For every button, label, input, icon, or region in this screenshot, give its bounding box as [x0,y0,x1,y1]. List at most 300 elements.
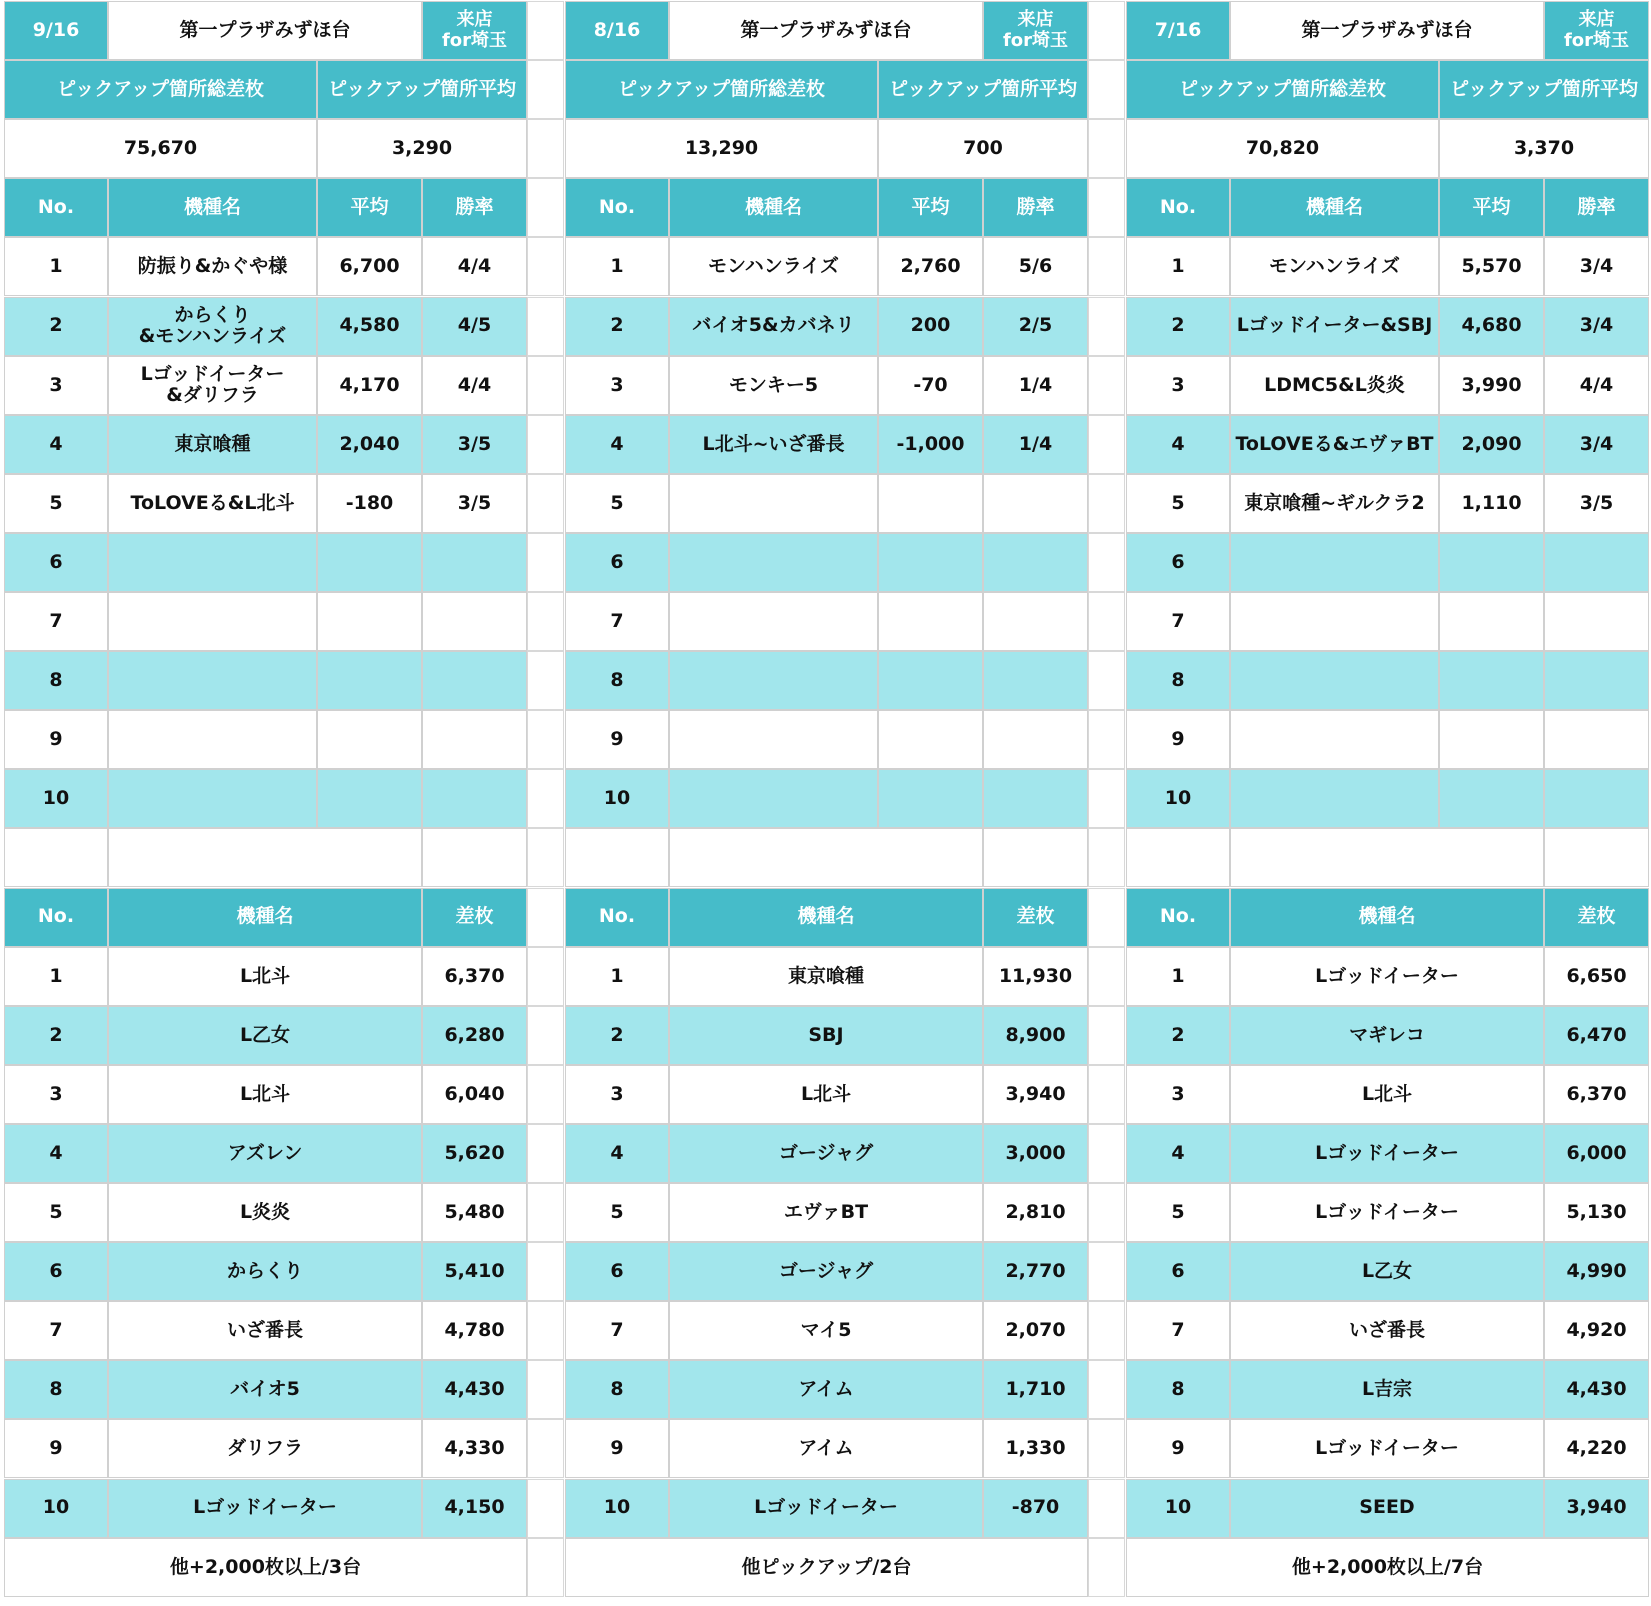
ranking-machine: SEED [1230,1479,1544,1538]
separator-cell [527,1479,564,1538]
ranking-diff: 4,220 [1544,1419,1649,1478]
pickup-header-0: No. [1126,178,1230,237]
pickup-average [317,533,422,592]
pickup-winrate [1544,592,1649,651]
separator-cell [1088,888,1125,947]
separator-cell [527,1419,564,1478]
ranking-diff: 6,370 [1544,1065,1649,1124]
ranking-rank: 9 [4,1419,108,1478]
ranking-rank: 8 [1126,1360,1230,1419]
pickup-machine: 防振り&かぐや様 [108,237,317,296]
spacer-cell [108,828,422,887]
pickup-header-3: 勝率 [983,178,1088,237]
ranking-machine: ゴージャグ [669,1242,983,1301]
separator-cell [527,415,564,474]
pickup-rank: 10 [1126,769,1230,828]
pickup-machine [108,533,317,592]
ranking-machine: ゴージャグ [669,1124,983,1183]
separator-cell [1088,1360,1125,1419]
pickup-winrate [1544,769,1649,828]
ranking-machine: L北斗 [108,1065,422,1124]
ranking-diff: 6,470 [1544,1006,1649,1065]
ranking-header-machine: 機種名 [108,888,422,947]
pickup-winrate [983,651,1088,710]
ranking-header-diff: 差枚 [422,888,527,947]
pickup-machine [108,710,317,769]
separator-cell [527,1183,564,1242]
spacer-cell [565,828,669,887]
ranking-rank: 10 [4,1479,108,1538]
pickup-machine [1230,651,1439,710]
ranking-diff: 4,780 [422,1301,527,1360]
separator-cell [1088,237,1125,296]
ranking-header-no: No. [565,888,669,947]
footer-note: 他+2,000枚以上/3台 [4,1538,527,1597]
pickup-average [1439,533,1544,592]
pickup-winrate [983,474,1088,533]
separator-cell [527,297,564,356]
pickup-machine: からくり &モンハンライズ [108,297,317,356]
pickup-average: 2,090 [1439,415,1544,474]
pickup-rank: 10 [4,769,108,828]
pickup-rank: 4 [565,415,669,474]
pickup-average: 2,760 [878,237,983,296]
ranking-rank: 9 [1126,1419,1230,1478]
pickup-machine [1230,710,1439,769]
pickup-rank: 3 [4,356,108,415]
date-label: 7/16 [1126,1,1230,60]
ranking-machine: L北斗 [1230,1065,1544,1124]
separator-cell [1088,1065,1125,1124]
ranking-rank: 5 [4,1183,108,1242]
total-diff-value: 75,670 [4,119,317,178]
pickup-machine [108,592,317,651]
separator-cell [527,60,564,119]
ranking-diff: 3,940 [983,1065,1088,1124]
ranking-machine: エヴァBT [669,1183,983,1242]
ranking-diff: 4,920 [1544,1301,1649,1360]
pickup-header-2: 平均 [1439,178,1544,237]
pickup-rank: 3 [565,356,669,415]
pickup-header-0: No. [4,178,108,237]
separator-cell [527,651,564,710]
ranking-rank: 8 [565,1360,669,1419]
pickup-winrate: 1/4 [983,356,1088,415]
pickup-machine [108,769,317,828]
pickup-header-3: 勝率 [422,178,527,237]
ranking-machine: マギレコ [1230,1006,1544,1065]
pickup-winrate [983,710,1088,769]
ranking-diff: 6,280 [422,1006,527,1065]
ranking-header-diff: 差枚 [983,888,1088,947]
separator-cell [1088,60,1125,119]
separator-cell [1088,1,1125,60]
pickup-winrate [422,710,527,769]
pickup-rank: 5 [565,474,669,533]
pickup-average [317,710,422,769]
pickup-header-2: 平均 [878,178,983,237]
pickup-rank: 5 [4,474,108,533]
pickup-winrate [422,769,527,828]
pickup-average: 3,990 [1439,356,1544,415]
pickup-machine: モンキー5 [669,356,878,415]
ranking-rank: 4 [1126,1124,1230,1183]
ranking-rank: 4 [565,1124,669,1183]
pickup-machine: モンハンライズ [1230,237,1439,296]
separator-cell [1088,1183,1125,1242]
pickup-average: -70 [878,356,983,415]
pickup-average [1439,769,1544,828]
ranking-rank: 5 [565,1183,669,1242]
summary-header-total: ピックアップ箇所総差枚 [1126,60,1439,119]
date-label: 9/16 [4,1,108,60]
ranking-diff: 1,330 [983,1419,1088,1478]
pickup-rank: 7 [4,592,108,651]
pickup-average: 4,580 [317,297,422,356]
pickup-average [317,651,422,710]
pickup-winrate: 4/4 [422,237,527,296]
ranking-rank: 5 [1126,1183,1230,1242]
pickup-rank: 7 [1126,592,1230,651]
pickup-winrate: 3/4 [1544,415,1649,474]
pickup-winrate [1544,533,1649,592]
pickup-winrate: 3/5 [1544,474,1649,533]
pickup-average: 4,680 [1439,297,1544,356]
ranking-rank: 1 [4,947,108,1006]
summary-header-total: ピックアップ箇所総差枚 [4,60,317,119]
separator-cell [1088,1006,1125,1065]
separator-cell [1088,533,1125,592]
ranking-machine: いざ番長 [1230,1301,1544,1360]
separator-cell [527,1,564,60]
pickup-machine: Lゴッドイーター &ダリフラ [108,356,317,415]
pickup-machine: 東京喰種 [108,415,317,474]
pickup-rank: 6 [1126,533,1230,592]
pickup-machine: ToLOVEる&L北斗 [108,474,317,533]
ranking-header-no: No. [1126,888,1230,947]
ranking-machine: からくり [108,1242,422,1301]
pickup-average [878,769,983,828]
separator-cell [1088,297,1125,356]
footer-note: 他ピックアップ/2台 [565,1538,1088,1597]
pickup-average: -180 [317,474,422,533]
pickup-winrate: 5/6 [983,237,1088,296]
ranking-machine: アイム [669,1419,983,1478]
separator-cell [1088,1419,1125,1478]
ranking-header-diff: 差枚 [1544,888,1649,947]
pickup-winrate [983,533,1088,592]
ranking-rank: 7 [565,1301,669,1360]
total-diff-value: 70,820 [1126,119,1439,178]
ranking-diff: 2,070 [983,1301,1088,1360]
store-name: 第一プラザみずほ台 [669,1,983,60]
pickup-winrate: 3/5 [422,474,527,533]
ranking-rank: 3 [1126,1065,1230,1124]
pickup-rank: 9 [4,710,108,769]
pickup-average [878,533,983,592]
separator-cell [527,474,564,533]
pickup-average: 5,570 [1439,237,1544,296]
pickup-winrate [422,651,527,710]
ranking-diff: 2,810 [983,1183,1088,1242]
summary-header-average: ピックアップ箇所平均 [878,60,1088,119]
pickup-average [878,592,983,651]
pickup-rank: 3 [1126,356,1230,415]
spacer-cell [1544,828,1649,887]
ranking-rank: 10 [1126,1479,1230,1538]
pickup-winrate: 3/5 [422,415,527,474]
pickup-winrate: 2/5 [983,297,1088,356]
ranking-machine: Lゴッドイーター [1230,1419,1544,1478]
pickup-machine: Lゴッドイーター&SBJ [1230,297,1439,356]
pickup-winrate [422,592,527,651]
pickup-machine: モンハンライズ [669,237,878,296]
separator-cell [1088,415,1125,474]
ranking-machine: Lゴッドイーター [108,1479,422,1538]
pickup-winrate: 3/4 [1544,237,1649,296]
pickup-machine [1230,533,1439,592]
pickup-header-0: No. [565,178,669,237]
ranking-rank: 8 [4,1360,108,1419]
ranking-diff: 4,430 [1544,1360,1649,1419]
ranking-diff: 8,900 [983,1006,1088,1065]
pickup-average [1439,592,1544,651]
total-diff-value: 13,290 [565,119,878,178]
pickup-rank: 9 [1126,710,1230,769]
separator-cell [527,237,564,296]
ranking-machine: L北斗 [108,947,422,1006]
ranking-machine: アズレン [108,1124,422,1183]
pickup-rank: 4 [4,415,108,474]
pickup-average [878,710,983,769]
ranking-header-machine: 機種名 [1230,888,1544,947]
pickup-machine [669,474,878,533]
ranking-rank: 4 [4,1124,108,1183]
separator-cell [527,1360,564,1419]
ranking-diff: -870 [983,1479,1088,1538]
ranking-header-machine: 機種名 [669,888,983,947]
separator-cell [1088,356,1125,415]
ranking-machine: 東京喰種 [669,947,983,1006]
ranking-diff: 1,710 [983,1360,1088,1419]
ranking-diff: 4,330 [422,1419,527,1478]
average-value: 3,370 [1439,119,1649,178]
ranking-diff: 4,990 [1544,1242,1649,1301]
separator-cell [527,1124,564,1183]
ranking-machine: L乙女 [1230,1242,1544,1301]
separator-cell [1088,1242,1125,1301]
pickup-machine [1230,592,1439,651]
ranking-rank: 7 [1126,1301,1230,1360]
pickup-machine [669,769,878,828]
average-value: 700 [878,119,1088,178]
pickup-average [1439,710,1544,769]
ranking-machine: Lゴッドイーター [1230,1183,1544,1242]
ranking-diff: 5,620 [422,1124,527,1183]
ranking-header-no: No. [4,888,108,947]
pickup-average [878,651,983,710]
separator-cell [1088,474,1125,533]
separator-cell [527,888,564,947]
pickup-average [317,769,422,828]
ranking-diff: 3,940 [1544,1479,1649,1538]
pickup-machine: LDMC5&L炎炎 [1230,356,1439,415]
pickup-machine [669,710,878,769]
pickup-winrate [422,533,527,592]
pickup-average: 200 [878,297,983,356]
ranking-diff: 3,000 [983,1124,1088,1183]
separator-cell [1088,769,1125,828]
pickup-winrate: 3/4 [1544,297,1649,356]
ranking-machine: L炎炎 [108,1183,422,1242]
pickup-rank: 2 [4,297,108,356]
visit-badge: 来店 for埼玉 [422,1,527,60]
pickup-winrate [983,769,1088,828]
ranking-machine: アイム [669,1360,983,1419]
ranking-diff: 11,930 [983,947,1088,1006]
pickup-machine [669,592,878,651]
pickup-winrate [1544,710,1649,769]
average-value: 3,290 [317,119,527,178]
ranking-rank: 2 [1126,1006,1230,1065]
date-label: 8/16 [565,1,669,60]
pickup-machine [669,651,878,710]
separator-cell [1088,710,1125,769]
separator-cell [527,1065,564,1124]
pickup-machine: 東京喰種~ギルクラ2 [1230,474,1439,533]
footer-note: 他+2,000枚以上/7台 [1126,1538,1649,1597]
spacer-cell [669,828,983,887]
pickup-machine [1230,769,1439,828]
spacer-cell [983,828,1088,887]
ranking-diff: 6,000 [1544,1124,1649,1183]
ranking-machine: L乙女 [108,1006,422,1065]
separator-cell [1088,651,1125,710]
pickup-rank: 2 [1126,297,1230,356]
ranking-machine: バイオ5 [108,1360,422,1419]
separator-cell [527,710,564,769]
separator-cell [1088,1301,1125,1360]
separator-cell [1088,178,1125,237]
ranking-rank: 2 [4,1006,108,1065]
ranking-rank: 6 [4,1242,108,1301]
pickup-rank: 4 [1126,415,1230,474]
separator-cell [527,1301,564,1360]
ranking-machine: Lゴッドイーター [669,1479,983,1538]
pickup-winrate: 4/5 [422,297,527,356]
pickup-machine [108,651,317,710]
pickup-average: 4,170 [317,356,422,415]
visit-badge: 来店 for埼玉 [983,1,1088,60]
ranking-machine: SBJ [669,1006,983,1065]
separator-cell [527,947,564,1006]
separator-cell [527,1006,564,1065]
separator-cell [1088,1479,1125,1538]
ranking-rank: 1 [1126,947,1230,1006]
separator-cell [1088,947,1125,1006]
ranking-diff: 5,480 [422,1183,527,1242]
ranking-machine: マイ5 [669,1301,983,1360]
pickup-rank: 6 [4,533,108,592]
ranking-machine: ダリフラ [108,1419,422,1478]
pickup-rank: 8 [1126,651,1230,710]
separator-cell [1088,1124,1125,1183]
separator-cell [527,592,564,651]
pickup-header-1: 機種名 [1230,178,1439,237]
separator-cell [527,178,564,237]
pickup-winrate: 4/4 [422,356,527,415]
ranking-machine: Lゴッドイーター [1230,1124,1544,1183]
pickup-header-2: 平均 [317,178,422,237]
pickup-rank: 5 [1126,474,1230,533]
pickup-rank: 6 [565,533,669,592]
pickup-average: -1,000 [878,415,983,474]
summary-header-average: ピックアップ箇所平均 [1439,60,1649,119]
separator-cell [1088,119,1125,178]
pickup-rank: 2 [565,297,669,356]
pickup-machine [669,533,878,592]
ranking-rank: 10 [565,1479,669,1538]
pickup-header-3: 勝率 [1544,178,1649,237]
ranking-rank: 7 [4,1301,108,1360]
pickup-machine: バイオ5&カバネリ [669,297,878,356]
pickup-rank: 8 [4,651,108,710]
pickup-rank: 8 [565,651,669,710]
store-name: 第一プラザみずほ台 [108,1,422,60]
pickup-winrate [1544,651,1649,710]
separator-cell [527,828,564,887]
ranking-rank: 9 [565,1419,669,1478]
ranking-diff: 2,770 [983,1242,1088,1301]
spacer-cell [1126,828,1230,887]
ranking-diff: 4,150 [422,1479,527,1538]
separator-cell [527,356,564,415]
summary-header-average: ピックアップ箇所平均 [317,60,527,119]
ranking-diff: 6,040 [422,1065,527,1124]
ranking-diff: 6,370 [422,947,527,1006]
pickup-average [878,474,983,533]
pickup-machine: L北斗~いざ番長 [669,415,878,474]
summary-header-total: ピックアップ箇所総差枚 [565,60,878,119]
separator-cell [1088,828,1125,887]
ranking-diff: 6,650 [1544,947,1649,1006]
ranking-machine: L北斗 [669,1065,983,1124]
ranking-machine: Lゴッドイーター [1230,947,1544,1006]
pickup-rank: 1 [1126,237,1230,296]
pickup-average: 6,700 [317,237,422,296]
pickup-winrate: 1/4 [983,415,1088,474]
pickup-rank: 1 [4,237,108,296]
pickup-average [317,592,422,651]
spacer-cell [1230,828,1544,887]
pickup-average: 1,110 [1439,474,1544,533]
pickup-rank: 1 [565,237,669,296]
visit-badge: 来店 for埼玉 [1544,1,1649,60]
pickup-average [1439,651,1544,710]
separator-cell [527,119,564,178]
separator-cell [1088,1538,1125,1597]
pickup-winrate: 4/4 [1544,356,1649,415]
ranking-rank: 6 [1126,1242,1230,1301]
ranking-diff: 5,130 [1544,1183,1649,1242]
spacer-cell [4,828,108,887]
ranking-diff: 5,410 [422,1242,527,1301]
ranking-machine: いざ番長 [108,1301,422,1360]
ranking-rank: 2 [565,1006,669,1065]
store-name: 第一プラザみずほ台 [1230,1,1544,60]
ranking-rank: 3 [565,1065,669,1124]
pickup-winrate [983,592,1088,651]
